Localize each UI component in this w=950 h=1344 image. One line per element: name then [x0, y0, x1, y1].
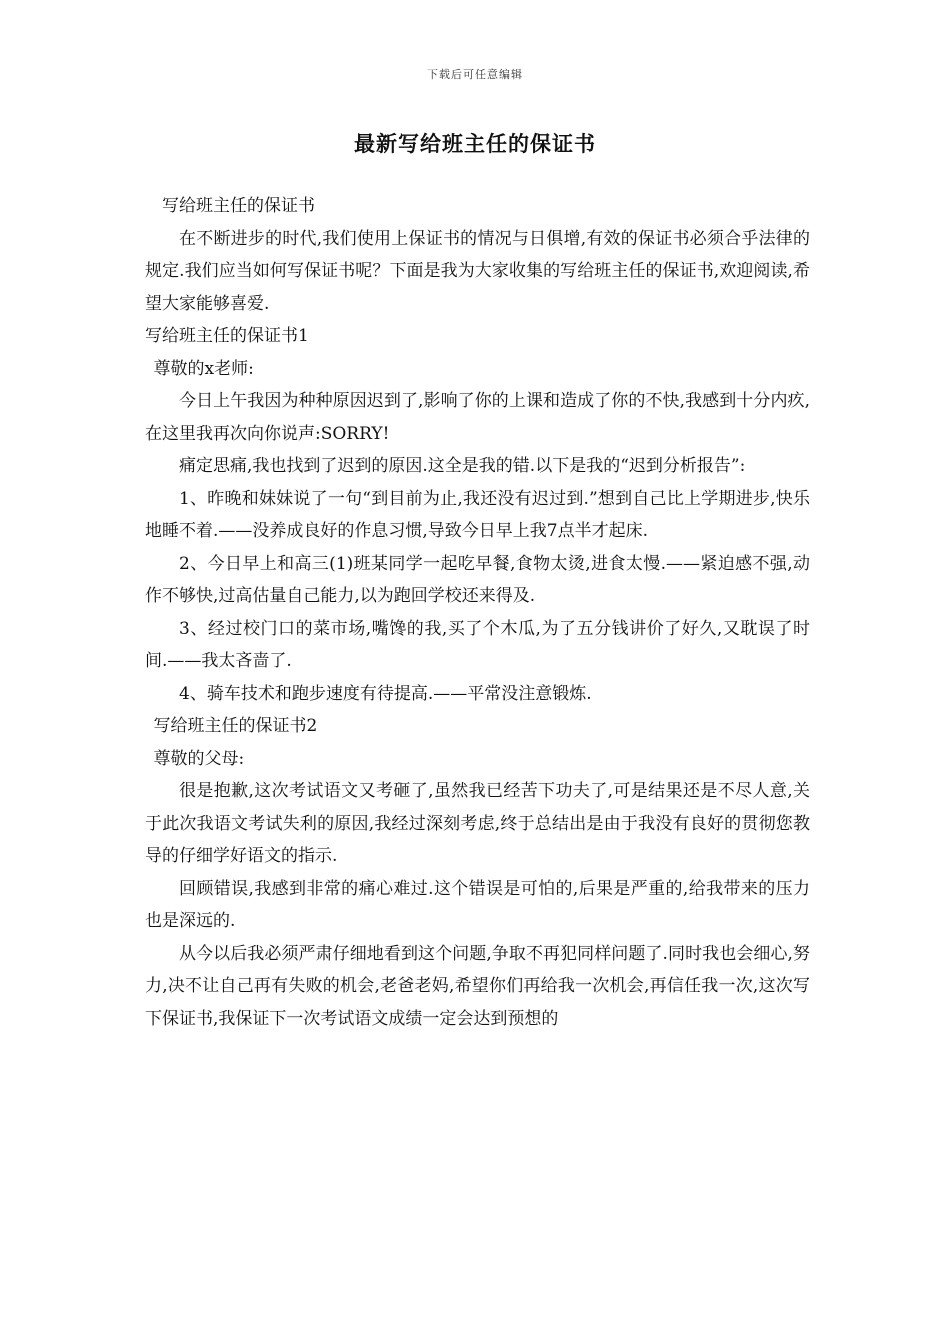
paragraph: 回顾错误,我感到非常的痛心难过.这个错误是可怕的,后果是严重的,给我带来的压力也是深远的. — [145, 878, 810, 931]
paragraph: 写给班主任的保证书2 — [153, 716, 318, 736]
paragraph: 在不断进步的时代,我们使用上保证书的情况与日俱增,有效的保证书必须合乎法律的规定.我们应当如何写保证书呢？下面是我为大家收集的写给班主任的保证书,欢迎阅读,希望大家能够喜爱. — [145, 228, 810, 314]
document-title: 最新写给班主任的保证书 — [354, 131, 596, 156]
paragraph: 3、经过校门口的菜市场,嘴馋的我,买了个木瓜,为了五分钱讲价了好久,又耽误了时间.——我太吝啬了. — [145, 618, 810, 671]
paragraph: 今日上午我因为种种原因迟到了,影响了你的上课和造成了你的不快,我感到十分内疚,在这里我再次向你说声:SORRY! — [145, 391, 810, 444]
paragraph: 写给班主任的保证书 — [162, 196, 315, 216]
page-header-note: 下载后可任意编辑 — [427, 68, 523, 81]
paragraph: 痛定思痛,我也找到了迟到的原因.这全是我的错.以下是我的“迟到分析报告”: — [179, 456, 746, 476]
paragraph: 从今以后我必须严肃仔细地看到这个问题,争取不再犯同样问题了.同时我也会细心,努力,决不让自己再有失败的机会,老爸老妈,希望你们再给我一次机会,再信任我一次,这次写下保证书,我保证下一次考试语文成绩一定会达到预想的 — [145, 943, 810, 1029]
paragraph: 很是抱歉,这次考试语文又考砸了,虽然我已经苦下功夫了,可是结果还是不尽人意,关于此次我语文考试失利的原因,我经过深刻考虑,终于总结出是由于我没有良好的贯彻您教导的仔细学好语文的指示. — [145, 781, 810, 866]
document-body — [145, 190, 810, 1035]
paragraph: 尊敬的父母: — [153, 748, 245, 769]
paragraph: 2、今日早上和高三(1)班某同学一起吃早餐,食物太烫,进食太慢.——紧迫感不强,动作不够快,过高估量自己能力,以为跑回学校还来得及. — [145, 553, 810, 606]
paragraph: 尊敬的x老师: — [153, 358, 254, 379]
paragraph: 4、骑车技术和跑步速度有待提高.——平常没注意锻炼. — [179, 683, 592, 704]
paragraph: 写给班主任的保证书1 — [145, 326, 309, 346]
paragraph: 1、昨晚和妹妹说了一句“到目前为止,我还没有迟过到.”想到自己比上学期进步,快乐地睡不着.——没养成良好的作息习惯,导致今日早上我7点半才起床. — [145, 488, 810, 541]
